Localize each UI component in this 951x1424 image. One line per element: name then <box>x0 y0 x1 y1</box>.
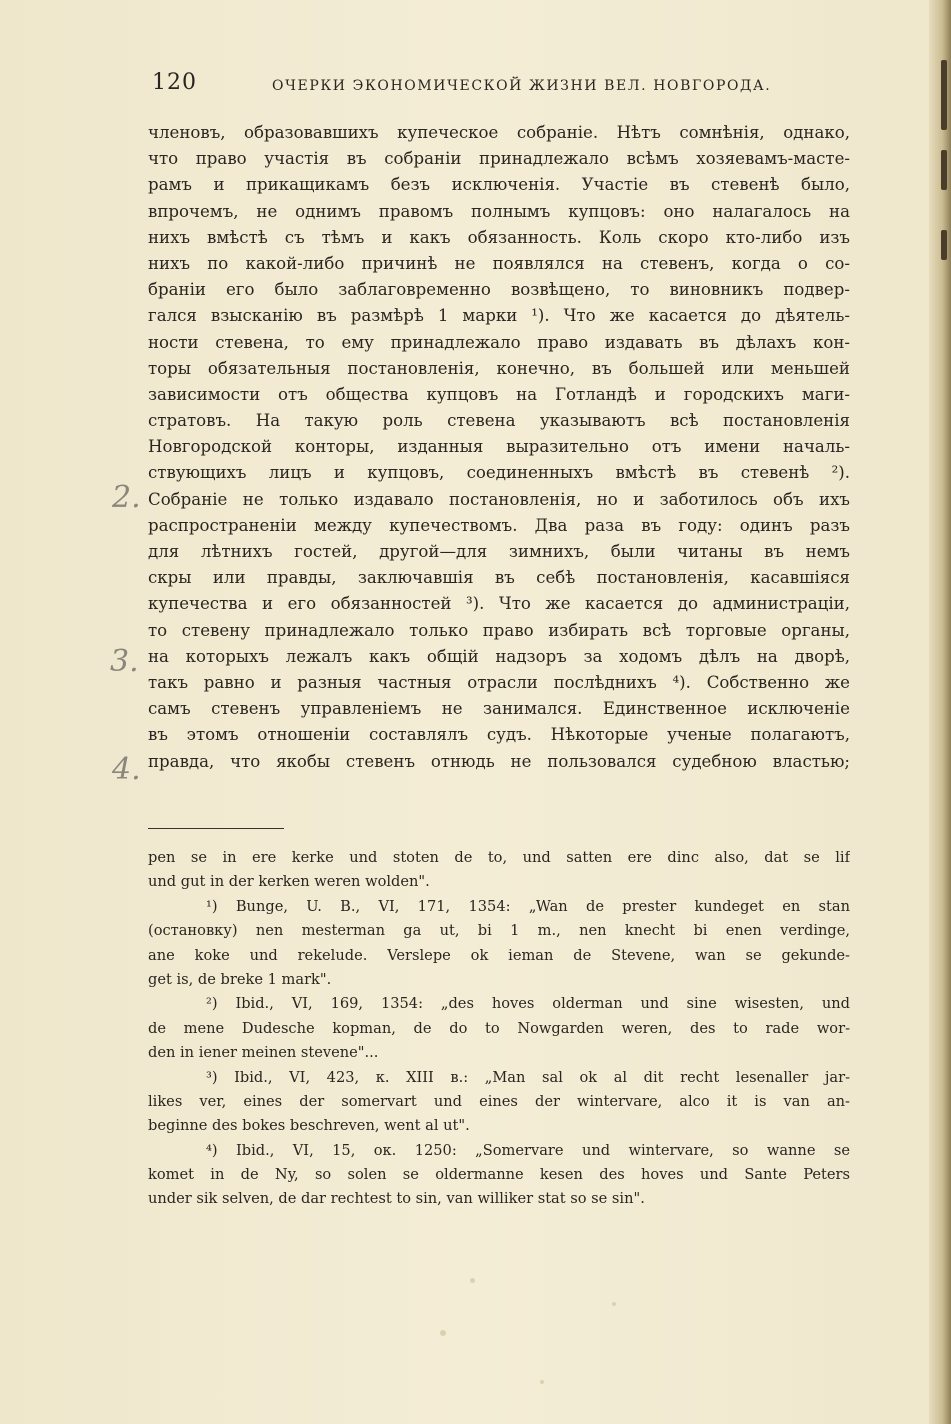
spine-mark <box>941 150 947 190</box>
text-line: что право участія въ собраніи принадлежало всѣмъ хозяевамъ-масте- <box>148 149 850 169</box>
text-line: правда, что якобы стевенъ отнюдь не пользовался судебною властью; <box>148 751 850 771</box>
margin-note: 3. <box>110 644 139 679</box>
main-text <box>148 120 850 775</box>
footnote-line: get is, de breke 1 mark". <box>148 970 332 988</box>
page-number: 120 <box>152 70 197 95</box>
margin-note: 2. <box>112 480 141 515</box>
text-line: Новгородской конторы, изданныя выразительно отъ имени началь- <box>148 437 850 457</box>
text-line: такъ равно и разныя частныя отрасли послѣднихъ ⁴). Собственно же <box>148 672 850 692</box>
footnote-line: komet in de Ny, so solen se oldermanne kesen des hoves und Sante Peters <box>148 1166 850 1184</box>
text-line: для лѣтнихъ гостей, другой—для зимнихъ, были читаны въ немъ <box>148 542 850 561</box>
paper-speck <box>440 1330 446 1336</box>
footnote-line: pen se in ere kerke und stoten de to, und satten ere dinc also, dat se lif <box>148 849 850 866</box>
text-line: гался взысканію въ размѣрѣ 1 марки ¹). Что же касается до дѣятель- <box>148 306 850 326</box>
text-line: нихъ вмѣстѣ съ тѣмъ и какъ обязанность. Коль скоро кто-либо изъ <box>148 227 850 247</box>
footnote-line: under sik selven, de dar rechtest to sin, van williker stat so se sin". <box>148 1190 645 1208</box>
footnote-line: ⁴) Ibid., VI, 15, ок. 1250: „Somervare und wintervare, so wanne se <box>206 1141 850 1159</box>
text-line: распространеніи между купечествомъ. Два раза въ году: одинъ разъ <box>148 515 850 535</box>
text-line: Собраніе не только издавало постановленія, но и заботилось объ ихъ <box>148 489 850 509</box>
footnote-line: beginne des bokes beschreven, went al ut". <box>148 1117 470 1135</box>
text-line: нихъ по какой-либо причинѣ не появлялся на стевенъ, когда о со- <box>148 253 850 273</box>
footnote-line: den in iener meinen stevene"... <box>148 1044 379 1062</box>
text-line: то стевену принадлежало только право избирать всѣ торговые органы, <box>148 620 850 640</box>
text-line: зависимости отъ общества купцовъ на Готландѣ и городскихъ маги- <box>148 384 850 404</box>
text-line: членовъ, образовавшихъ купеческое собраніе. Нѣтъ сомнѣнія, однако, <box>148 123 850 142</box>
text-line: торы обязательныя постановленія, конечно, въ большей или меньшей <box>148 358 850 378</box>
margin-note: 4. <box>112 752 141 787</box>
text-line: въ этомъ отношеніи составлялъ судъ. Нѣкоторые ученые полагаютъ, <box>148 725 850 745</box>
paper-speck <box>612 1302 616 1306</box>
footnote-line: ¹) Bunge, U. B., VI, 171, 1354: „Wan de prester kundeget en stan <box>206 897 850 915</box>
footnote-line: ³) Ibid., VI, 423, к. XIII в.: „Man sal ok al dit recht lesenaller jar- <box>206 1068 850 1086</box>
page-header <box>152 70 872 100</box>
text-line: ности стевена, то ему принадлежало право издавать въ дѣлахъ кон- <box>148 332 850 352</box>
paper-speck <box>540 1380 544 1384</box>
text-line: самъ стевенъ управленіемъ не занимался. Единственное исключеніе <box>148 699 850 719</box>
footnote-line: ²) Ibid., VI, 169, 1354: „des hoves olderman und sine wisesten, und <box>206 995 850 1013</box>
footnote-line: (остановку) nen mesterman ga ut, bi 1 m., nen knecht bi enen verdinge, <box>148 922 850 940</box>
text-line: браніи его было заблаговременно возвѣщено, то виновникъ подвер- <box>148 280 850 300</box>
footnote-line: de mene Dudesche kopman, de do to Nowgarden weren, des to rade wor- <box>148 1019 850 1037</box>
footnote-line: und gut in der kerken weren wolden". <box>148 873 430 891</box>
footnote-line: likes ver, eines der somervart und eines der wintervare, alco it is van an- <box>148 1092 850 1110</box>
text-line: на которыхъ лежалъ какъ общій надзоръ за ходомъ дѣлъ на дворѣ, <box>148 646 850 666</box>
running-title: ОЧЕРКИ ЭКОНОМИЧЕСКОЙ ЖИЗНИ ВЕЛ. НОВГОРОДА. <box>272 78 772 94</box>
text-line: купечества и его обязанностей ³). Что же касается до администраціи, <box>148 594 850 614</box>
text-line: ствующихъ лицъ и купцовъ, соединенныхъ вмѣстѣ въ стевенѣ ²). <box>148 463 850 483</box>
footnotes <box>148 846 850 1212</box>
text-line: стратовъ. На такую роль стевена указываютъ всѣ постановленія <box>148 411 850 431</box>
footnote-separator <box>148 828 284 829</box>
book-spine-edge <box>929 0 951 1424</box>
text-line: скры или правды, заключавшія въ себѣ постановленія, касавшіяся <box>148 568 850 588</box>
spine-mark <box>941 60 947 130</box>
spine-mark <box>941 230 947 260</box>
paper-speck <box>470 1278 475 1283</box>
footnote-line: ane koke und rekelude. Verslepe ok ieman de Stevene, wan se gekunde- <box>148 946 850 964</box>
text-line: впрочемъ, не однимъ правомъ полнымъ купцовъ: оно налагалось на <box>148 201 850 221</box>
text-line: рамъ и прикащикамъ безъ исключенія. Участіе въ стевенѣ было, <box>148 175 850 195</box>
